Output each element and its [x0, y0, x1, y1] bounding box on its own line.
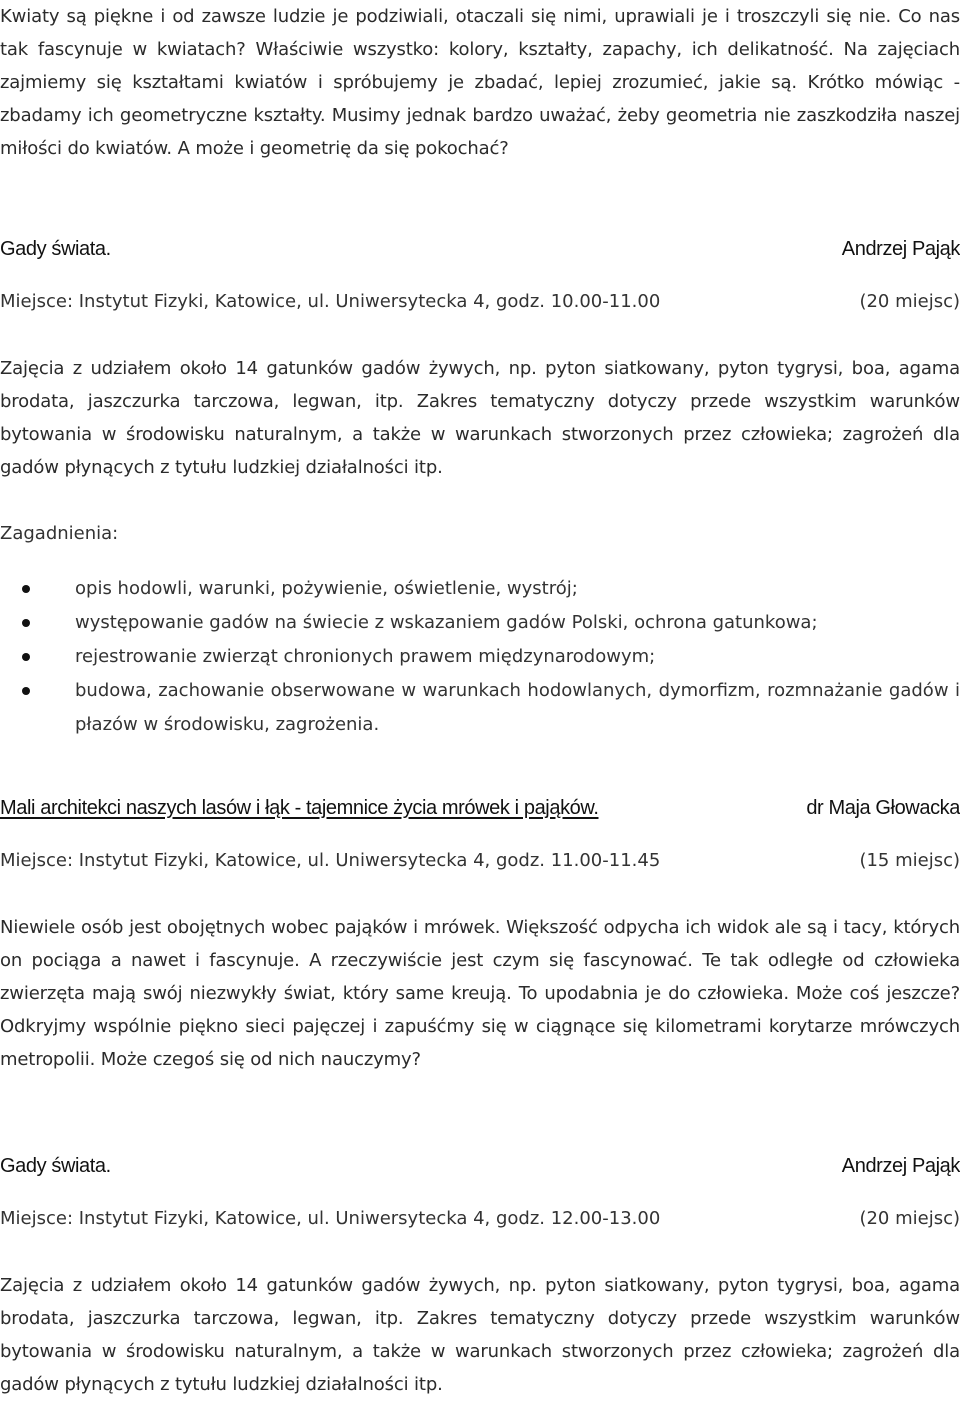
workshop-2-place: Miejsce: Instytut Fizyki, Katowice, ul. Uniwersytecka 4, godz. 11.00-11.45 [0, 850, 661, 871]
intro-paragraph: Kwiaty są piękne i od zawsze ludzie je podziwiali, otaczali się nimi, uprawiali je i troszczyli się nie. Co nas tak fascynuje w kwiatach? Właściwie wszystko: kolory, kształty, zapachy, ich delikatność. Na zajęciach zajmiemy się kształtami kwiatów i spróbujemy je zbadać, lepiej zrozumieć, jakie są. Krótko mówiąc - zbadamy ich geometryczne kształty. Musimy jednak bardzo uważać, żeby geometria nie zaszkodziła naszej miłości do kwiatów. A może i geometrię da się pokochać? [0, 6, 960, 159]
workshop-3-seats: (20 miejsc) [859, 1208, 960, 1229]
workshop-3-place: Miejsce: Instytut Fizyki, Katowice, ul. Uniwersytecka 4, godz. 12.00-13.00 [0, 1208, 661, 1229]
topic-item: budowa, zachowanie obserwowane w warunkach hodowlanych, dymorfizm, rozmnażanie gadów i płazów w środowisku, zagrożenia. [0, 674, 960, 742]
workshop-1-author: Andrzej Pająk [841, 238, 960, 260]
workshop-3-header [0, 1150, 960, 1183]
workshop-1-seats: (20 miejsc) [859, 291, 960, 312]
workshop-1-place: Miejsce: Instytut Fizyki, Katowice, ul. Uniwersytecka 4, godz. 10.00-11.00 [0, 291, 661, 312]
workshop-3-description: Zajęcia z udziałem około 14 gatunków gadów żywych, np. pyton siatkowany, pyton tygrysi, boa, agama brodata, jaszczurka tarczowa, legwan, itp. Zakres tematyczny dotyczy przede wszystkim warunków bytowania w środowisku naturalnym, a także w warunkach stworzonych przez człowieka; zagrożeń dla gadów płynących z tytułu ludzkiej działalności itp. [0, 1275, 960, 1395]
workshop-1-header [0, 233, 960, 266]
topic-item: rejestrowanie zwierząt chronionych prawem międzynarodowym; [0, 640, 960, 674]
workshop-2-seats: (15 miejsc) [859, 850, 960, 871]
workshop-2-description: Niewiele osób jest obojętnych wobec pająków i mrówek. Większość odpycha ich widok ale są i tacy, których on pociąga a nawet i fascynuje. A rzeczywiście jest czym się fascynować. Te tak odległe od człowieka zwierzęta mają swój niezwykły świat, który same kreują. To upodabnia je do człowieka. Może coś jeszcze? Odkryjmy wspólnie piękno sieci pajęczej i zapuśćmy się w ciągnące się kilometrami korytarze mrówczych metropolii. Może czegoś się od nich nauczymy? [0, 917, 960, 1070]
workshop-2-header [0, 792, 960, 825]
workshop-1-meta [0, 285, 960, 318]
workshop-2-title: Mali architekci naszych lasów i łąk - tajemnice życia mrówek i pająków. [0, 797, 599, 819]
workshop-3-author: Andrzej Pająk [841, 1155, 960, 1177]
workshop-1-title: Gady świata. [0, 238, 111, 260]
workshop-3-meta [0, 1202, 960, 1235]
workshop-1-topics-label: Zagadnienia: [0, 523, 119, 544]
topic-item: opis hodowli, warunki, pożywienie, oświetlenie, wystrój; [0, 572, 960, 606]
workshop-2-meta [0, 844, 960, 877]
workshop-3-title: Gady świata. [0, 1155, 111, 1177]
workshop-2-author: dr Maja Głowacka [806, 797, 960, 819]
topic-item: występowanie gadów na świecie z wskazaniem gadów Polski, ochrona gatunkowa; [0, 606, 960, 640]
workshop-1-topics-list [0, 572, 960, 742]
workshop-1-description: Zajęcia z udziałem około 14 gatunków gadów żywych, np. pyton siatkowany, pyton tygrysi, boa, agama brodata, jaszczurka tarczowa, legwan, itp. Zakres tematyczny dotyczy przede wszystkim warunków bytowania w środowisku naturalnym, a także w warunkach stworzonych przez człowieka; zagrożeń dla gadów płynących z tytułu ludzkiej działalności itp. [0, 358, 960, 478]
